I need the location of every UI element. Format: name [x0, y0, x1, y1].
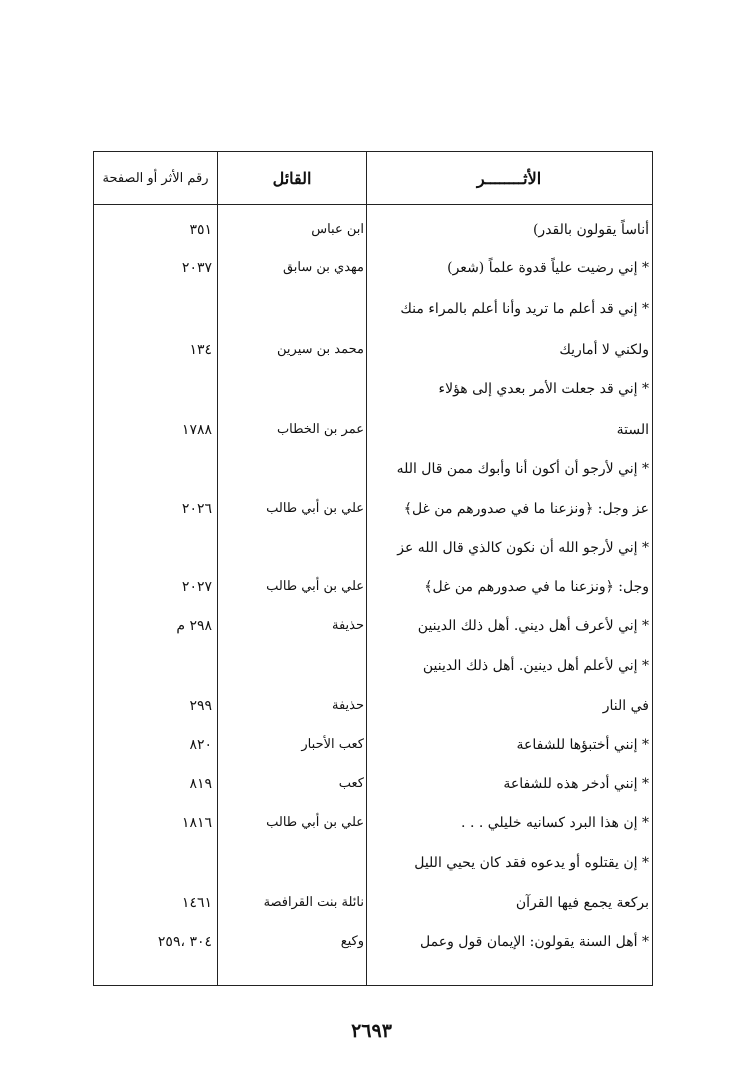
table-row: [94, 764, 652, 803]
athar-cell: * إن هذا البرد كسانيه خليلي . . .: [461, 814, 649, 831]
athar-cell: * إني لأرجو الله أن نكون كالذي قال الله عز: [397, 539, 649, 556]
athar-cell: أناساً يقولون بالقدر): [532, 221, 649, 238]
qaail-cell: كعب: [338, 776, 364, 791]
table-row: [94, 369, 652, 408]
raqm-cell: ٢٠٢٧: [181, 578, 212, 595]
header-raqm: رقم الأثر أو الصفحة: [102, 170, 209, 186]
athar-cell: * إني لأرجو أن أكون أنا وأبوك ممن قال الله: [396, 460, 649, 477]
raqm-cell: ٣٥١: [189, 221, 212, 238]
raqm-cell: ٢٠٢٦: [181, 500, 212, 517]
page-number: ٢٦٩٣: [351, 1020, 392, 1042]
table-row: [94, 922, 652, 961]
qaail-cell: [219, 369, 364, 408]
raqm-cell: [98, 843, 212, 882]
table-row: [94, 449, 652, 488]
table-row: [94, 686, 652, 725]
raqm-cell: ١٤٦١: [181, 894, 212, 911]
qaail-cell: حذيفة: [331, 618, 364, 633]
athar-cell: وجل: ﴿ونزعنا ما في صدورهم من غل﴾: [424, 578, 649, 595]
header-divider: [94, 204, 652, 205]
raqm-cell: ٨١٩: [189, 775, 212, 792]
raqm-cell: [98, 289, 212, 328]
header-athar: الأثــــــــر: [476, 168, 542, 188]
table-row: [94, 528, 652, 567]
qaail-cell: علي بن أبي طالب: [266, 579, 364, 594]
qaail-cell: [219, 449, 364, 488]
qaail-cell: عمر بن الخطاب: [276, 422, 364, 437]
raqm-cell: ١٣٤: [189, 341, 212, 358]
raqm-cell: ٣٠٤ ،٢٥٩: [157, 933, 212, 950]
raqm-cell: [98, 449, 212, 488]
raqm-cell: [98, 646, 212, 685]
athar-cell: * إني قد أعلم ما تريد وأنا أعلم بالمراء منك: [400, 300, 649, 317]
athar-cell: عز وجل: ﴿ونزعنا ما في صدورهم من غل﴾: [403, 500, 649, 517]
athar-cell: الستة: [616, 421, 649, 438]
table-row: [94, 843, 652, 882]
table-row: [94, 725, 652, 764]
qaail-cell: حذيفة: [331, 698, 364, 713]
table-row: [94, 646, 652, 685]
athar-cell: * إني لأعلم أهل دينين. أهل ذلك الدينين: [422, 657, 649, 674]
athar-cell: * إني لأعرف أهل ديني. أهل ذلك الدينين: [417, 617, 649, 634]
raqm-cell: ٢٩٨ م: [176, 617, 212, 634]
athar-cell: بركعة يجمع فيها القرآن: [515, 894, 649, 911]
qaail-cell: ابن عباس: [311, 222, 364, 237]
qaail-cell: وكيع: [340, 934, 364, 949]
raqm-cell: ١٧٨٨: [181, 421, 212, 438]
qaail-cell: علي بن أبي طالب: [266, 815, 364, 830]
index-table: [93, 151, 653, 986]
qaail-cell: [219, 528, 364, 567]
athar-cell: * إني قد جعلت الأمر بعدي إلى هؤلاء: [438, 380, 649, 397]
qaail-cell: كعب الأحبار: [301, 737, 364, 752]
table-row: [94, 289, 652, 328]
athar-cell: ولكني لا أماريك: [559, 341, 649, 358]
header-qaail: القائل: [272, 168, 312, 188]
athar-cell: * إنني أختبؤها للشفاعة: [516, 736, 649, 753]
raqm-cell: ٨٢٠: [189, 736, 212, 753]
athar-cell: * إنني أدخر هذه للشفاعة: [503, 775, 649, 792]
raqm-cell: [98, 369, 212, 408]
table-row: [94, 883, 652, 922]
qaail-cell: محمد بن سيرين: [277, 342, 364, 357]
qaail-cell: نائلة بنت القرافصة: [263, 895, 364, 910]
raqm-cell: ١٨١٦: [181, 814, 212, 831]
table-row: [94, 210, 652, 249]
raqm-cell: [98, 528, 212, 567]
qaail-cell: علي بن أبي طالب: [266, 501, 364, 516]
table-row: [94, 410, 652, 449]
table-row: [94, 803, 652, 842]
table-row: [94, 567, 652, 606]
athar-cell: * إني رضيت علياً قدوة علماً (شعر): [447, 259, 649, 276]
raqm-cell: ٢٩٩: [189, 697, 212, 714]
qaail-cell: [219, 289, 364, 328]
qaail-cell: [219, 843, 364, 882]
athar-cell: في النار: [602, 697, 649, 714]
athar-cell: * أهل السنة يقولون: الإيمان قول وعمل: [420, 933, 649, 950]
table-row: [94, 330, 652, 369]
qaail-cell: مهدي بن سابق: [282, 260, 364, 275]
athar-cell: * إن يقتلوه أو يدعوه فقد كان يحيي الليل: [414, 854, 649, 871]
table-row: [94, 489, 652, 528]
table-row: [94, 248, 652, 287]
raqm-cell: ٢٠٣٧: [181, 259, 212, 276]
table-row: [94, 606, 652, 645]
qaail-cell: [219, 646, 364, 685]
